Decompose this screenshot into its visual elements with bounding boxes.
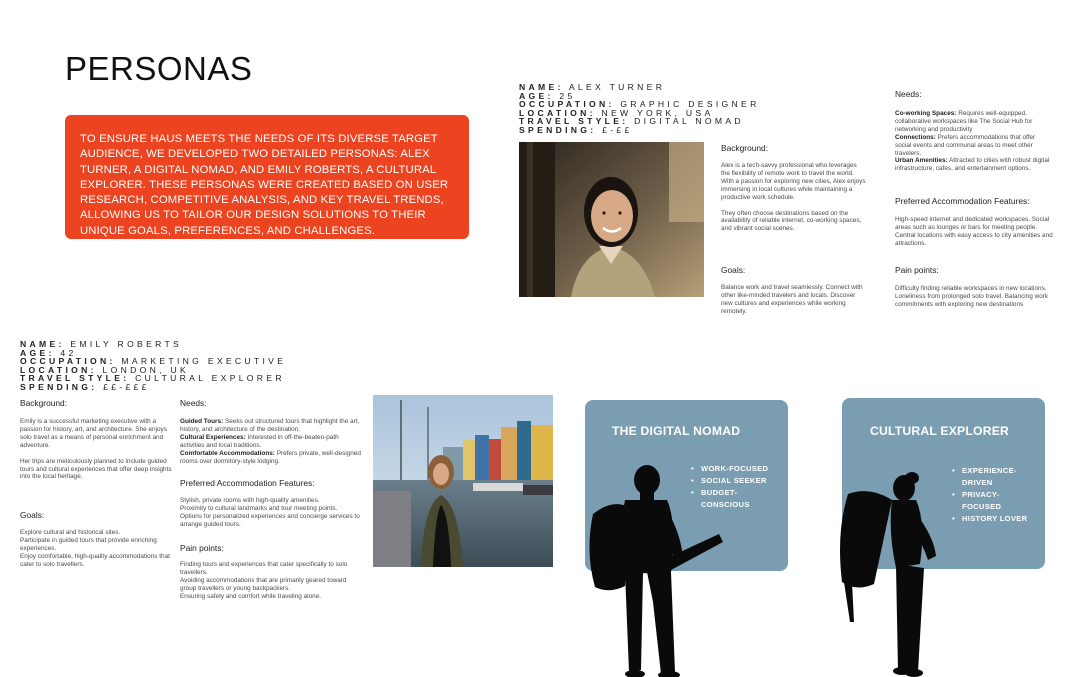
cultural-explorer-title: CULTURAL EXPLORER xyxy=(870,424,1010,438)
alex-spending: £-££ xyxy=(602,124,633,135)
alex-profile: NAME: ALEX TURNER AGE: 25 OCCUPATION: GRAPHIC DESIGNER LOCATION: NEW YORK, USA TRAVEL STYLE: DIGITAL NOMAD SPENDING: £-££ xyxy=(519,82,760,135)
emily-photo xyxy=(373,395,553,567)
trait-item: • PRIVACY-FOCUSED xyxy=(952,489,1032,513)
trait-item: • SOCIAL SEEKER xyxy=(691,475,781,487)
emily-pain-heading: Pain points: xyxy=(180,543,224,553)
alex-occupation: GRAPHIC DESIGNER xyxy=(620,99,760,109)
trait-item: • HISTORY LOVER xyxy=(952,513,1032,525)
emily-spending: ££-£££ xyxy=(103,381,150,392)
alex-need-item: Co-working Spaces: Requires well-equipped, collaborative workspaces like The Social Hub for networking and productivity xyxy=(895,110,1033,133)
alex-travel-style: DIGITAL NOMAD xyxy=(634,116,744,126)
female-backpacker-silhouette xyxy=(834,472,944,677)
alex-background-heading: Background: xyxy=(721,143,769,153)
alex-features-heading: Preferred Accommodation Features: xyxy=(895,196,1030,206)
alex-need-item: Connections: Prefers accommodations that offer social events and communal areas to meet other travelers. xyxy=(895,133,1036,157)
emily-features-list: Stylish, private rooms with high-quality amenities. Proximity to cultural landmarks and tour meeting points. Options for personalized experiences and concierge services to arrange guided tours. xyxy=(180,497,360,528)
alex-pain-heading: Pain points: xyxy=(895,265,939,275)
alex-pain-text: Difficulty finding reliable workspaces in new locations. Loneliness from prolonged solo travel. Balancing work commitments with exploring new destinations xyxy=(895,285,1049,308)
alex-location: NEW YORK, USA xyxy=(601,107,714,118)
alex-goals-heading: Goals: xyxy=(721,265,746,275)
emily-travel-style: CULTURAL EXPLORER xyxy=(135,373,285,383)
backpacker-laptop-silhouette xyxy=(585,462,725,677)
alex-need-item: Urban Amenities: Attracted to cities with robust digital infrastructure, cafes, and entertainment options. xyxy=(895,157,1050,173)
trait-item: • WORK-FOCUSED xyxy=(691,463,781,475)
digital-nomad-title: THE DIGITAL NOMAD xyxy=(612,424,741,438)
emily-name: EMILY ROBERTS xyxy=(70,339,183,349)
alex-features-text: High-speed internet and dedicated workspaces. Social areas such as lounges or bars for meeting people. Central locations with easy access to city amenities and attractions. xyxy=(895,216,1053,247)
page-title: PERSONAS xyxy=(65,50,253,87)
emily-features-heading: Preferred Accommodation Features: xyxy=(180,478,315,488)
alex-name: ALEX TURNER xyxy=(568,82,666,92)
emily-needs-heading: Needs: xyxy=(180,398,207,408)
trait-item: • BUDGET-CONSCIOUS xyxy=(691,487,781,511)
alex-needs-list xyxy=(895,110,1053,173)
intro-box xyxy=(65,115,469,239)
intro-text: TO ENSURE HAUS MEETS THE NEEDS OF ITS DIVERSE TARGET AUDIENCE, WE DEVELOPED TWO DETAILED PERSONAS: ALEX TURNER, A DIGITAL NOMAD, AND EMILY ROBERTS, A CULTURAL EXPLORER. THESE PERSONAS WERE CREATED BASED ON USER RESEARCH, COMPETITIVE ANALYSIS, AND KEY TRAVEL TRENDS, ALLOWING US TO TAILOR OUR DESIGN SOLUTIONS TO THEIR UNIQUE GOALS, PREFERENCES, AND CHALLENGES. xyxy=(80,133,449,237)
emily-profile: NAME: EMILY ROBERTS AGE: 42 OCCUPATION: MARKETING EXECUTIVE LOCATION: LONDON, UK TRAVEL STYLE: CULTURAL EXPLORER SPENDING: ££-£££ xyxy=(20,339,287,392)
alex-goals-text: Balance work and travel seamlessly. Connect with other like-minded travelers and locals. Discover new cultures and experiences while working remotely. xyxy=(721,284,863,315)
emily-goals-heading: Goals: xyxy=(20,510,45,520)
emily-need-item: Comfortable Accommodations: Prefers private, well-designed rooms over dormitory-style lodging. xyxy=(180,449,361,465)
emily-location: LONDON, UK xyxy=(102,364,189,375)
emily-needs-list xyxy=(180,418,362,465)
trait-item: • EXPERIENCE-DRIVEN xyxy=(952,465,1032,489)
emily-background-text: Emily is a successful marketing executive with a passion for history, art, and architecture. She enjoys solo travel as a means of personal enrichment and adventure. Her trips are meticulously planned to include guided tours and cultural experiences that offer deep insights into the local heritage. xyxy=(20,418,172,481)
emily-occupation: MARKETING EXECUTIVE xyxy=(121,356,287,366)
alex-needs-heading: Needs: xyxy=(895,89,922,99)
emily-need-item: Guided Tours: Seeks out structured tours that highlight the art, history, and architecture of the destination. xyxy=(180,418,360,433)
emily-need-item: Cultural Experiences: Interested in off-the-beaten-path activities and local traditions. xyxy=(180,433,339,449)
alex-background-text: Alex is a tech-savvy professional who leverages the flexibility of remote work to travel the world. With a passion for exploring new cities, Alex enjoys immersing in local cultures while maintaining a productive work schedule. They often choose destinations based on the availability of reliable internet, co-working spaces, and vibrant social scenes. xyxy=(721,162,866,233)
emily-background-heading: Background: xyxy=(20,398,68,408)
alex-photo xyxy=(519,142,704,297)
emily-goals-list: Explore cultural and historical sites. Participate in guided tours that provide enriching experiences. Enjoy comfortable, high-quality accommodations that cater to solo travellers. xyxy=(20,529,170,568)
emily-age: 42 xyxy=(60,347,77,358)
cultural-explorer-traits xyxy=(952,465,1032,525)
emily-pain-list: Finding tours and experiences that cater specifically to solo travellers. Avoiding accommodations that are primarily geared toward group travellers or young backpackers. Ensuring safety and comfort while traveling alone. xyxy=(180,561,348,600)
alex-age: 25 xyxy=(559,90,576,101)
